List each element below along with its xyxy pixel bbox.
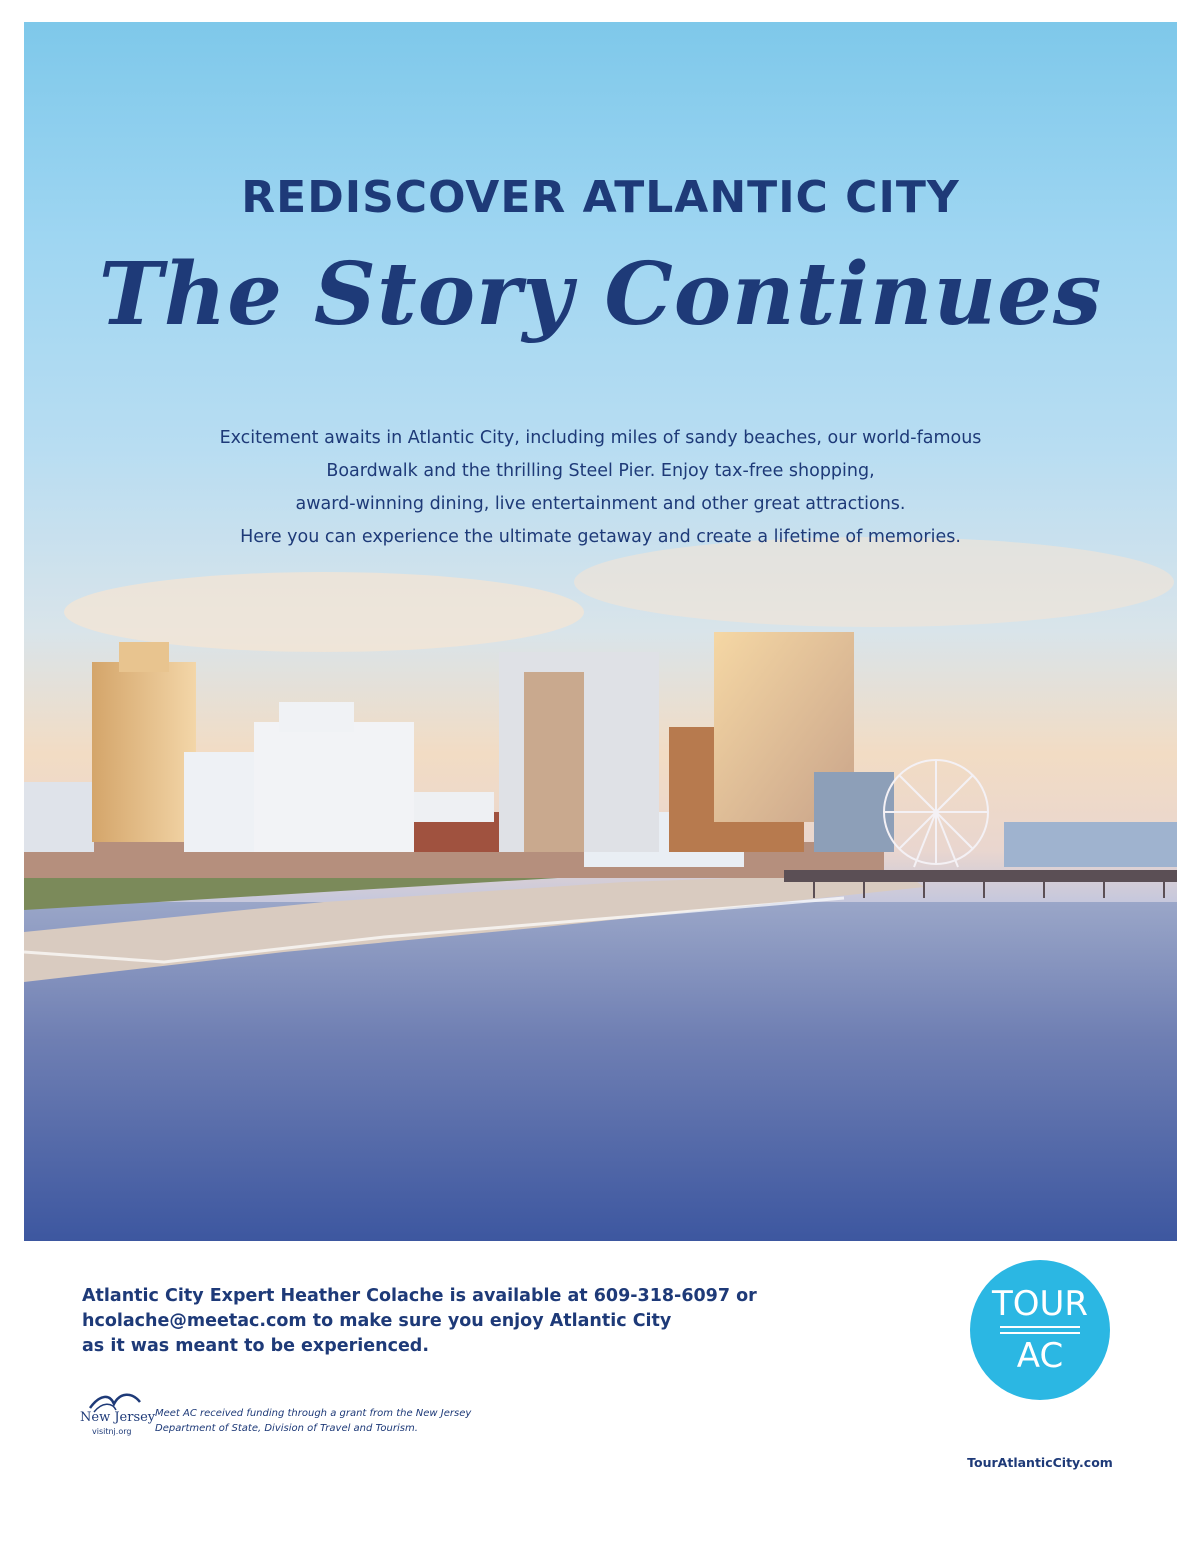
contact-line: Atlantic City Expert Heather Colache is available at 609-318-6097 or: [82, 1286, 757, 1306]
funding-line: Department of State, Division of Travel and Tourism.: [155, 1423, 418, 1434]
intro-paragraph: [134, 422, 1067, 554]
tour-ac-logo: [970, 1260, 1110, 1400]
contact-line: as it was meant to be experienced.: [82, 1336, 429, 1356]
road-stripe-icon: [1000, 1326, 1080, 1334]
nj-logo-sub: visitnj.org: [92, 1427, 132, 1436]
intro-line: Here you can experience the ultimate getaway and create a lifetime of memories.: [240, 527, 961, 547]
website-link[interactable]: TourAtlanticCity.com: [967, 1455, 1113, 1470]
intro-line: Excitement awaits in Atlantic City, including miles of sandy beaches, our world-famous: [219, 428, 982, 448]
script-title: The Story Continues: [98, 244, 1103, 345]
intro-line: award-winning dining, live entertainment and other great attractions.: [295, 494, 906, 514]
ferris-wheel-icon: [884, 760, 988, 867]
contact-line: hcolache@meetac.com to make sure you enjoy Atlantic City: [82, 1311, 672, 1331]
intro-line: Boardwalk and the thrilling Steel Pier. Enjoy tax-free shopping,: [326, 461, 875, 481]
tour-logo-top: TOUR: [991, 1284, 1089, 1324]
hero-photo: [24, 22, 1177, 1241]
headline: REDISCOVER ATLANTIC CITY: [241, 172, 960, 223]
funding-note: [155, 1406, 575, 1436]
tour-logo-bottom: AC: [1016, 1336, 1064, 1376]
nj-logo-name: New Jersey: [80, 1410, 156, 1425]
contact-info: [82, 1284, 782, 1359]
funding-line: Meet AC received funding through a grant from the New Jersey: [155, 1408, 472, 1419]
